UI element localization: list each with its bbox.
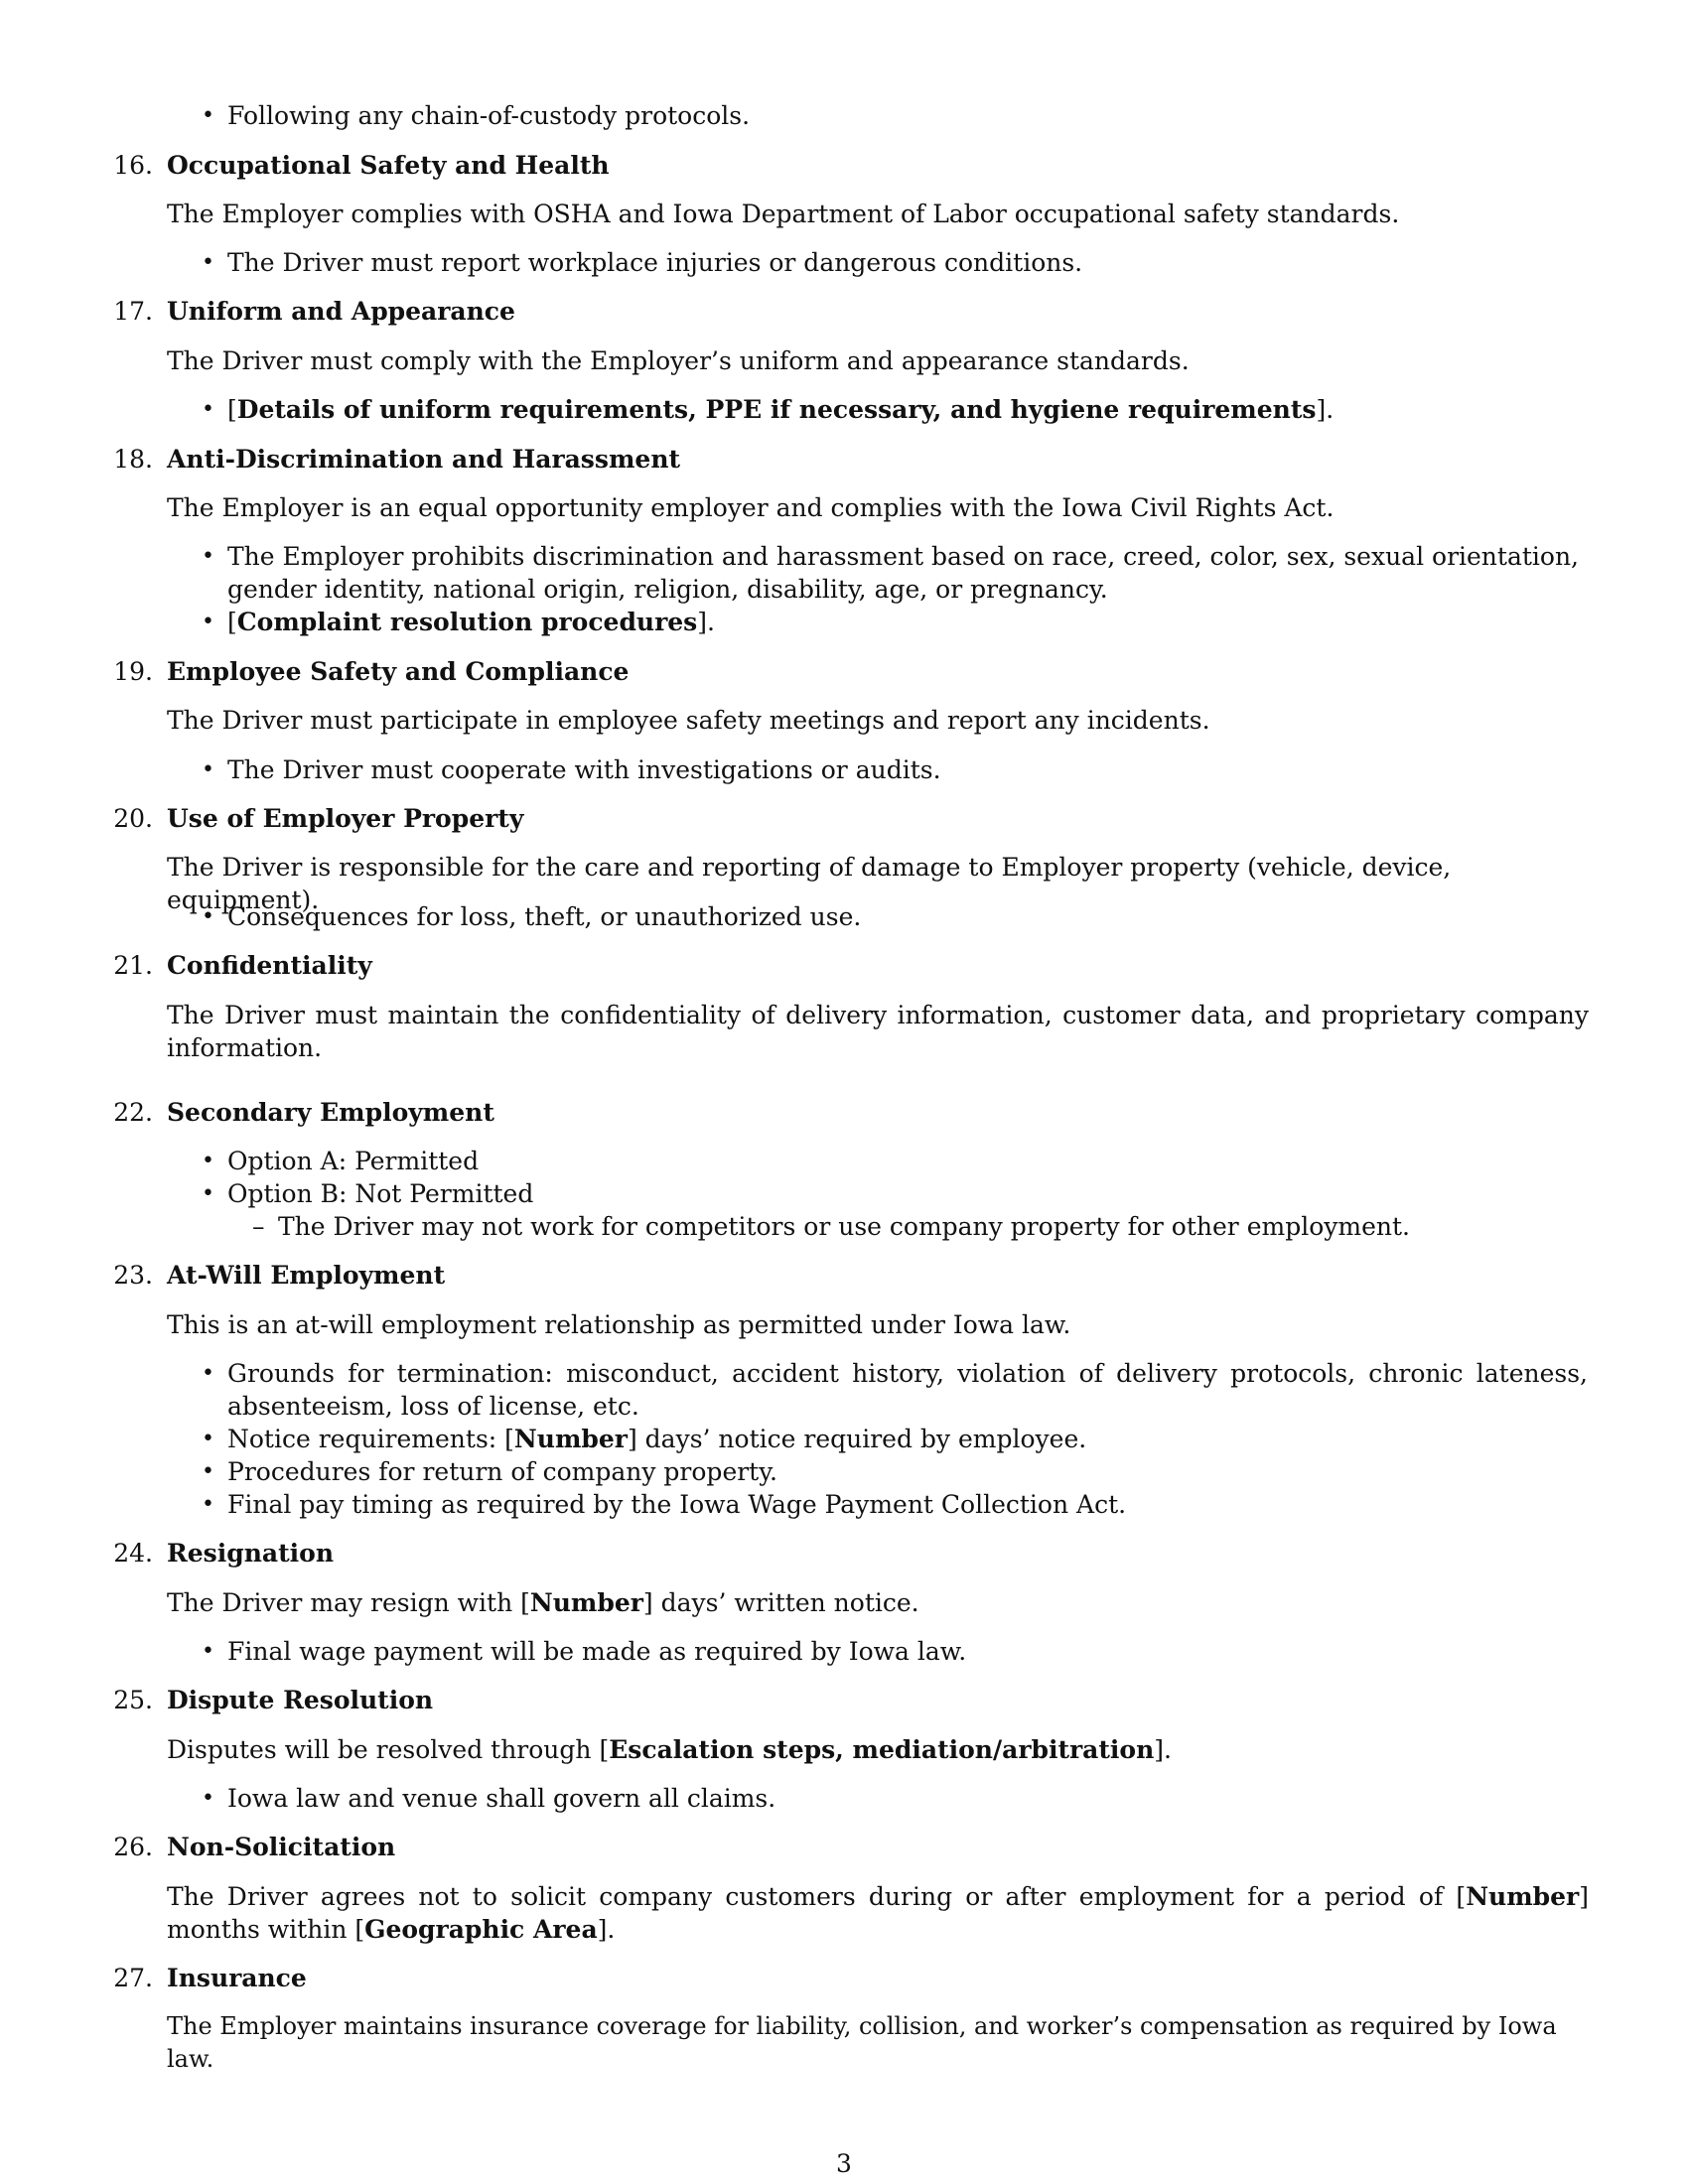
section-number: 23. <box>113 1261 153 1290</box>
section-heading: Occupational Safety and Health <box>167 151 610 180</box>
list-item: • Following any chain-of-custody protocols. <box>227 99 1588 132</box>
section-heading: At-Will Employment <box>167 1261 446 1290</box>
section-number: 18. <box>113 445 153 474</box>
section-heading: Insurance <box>167 1964 307 1992</box>
list-item: • The Employer prohibits discrimination and harassment based on race, creed, color, sex, sexual orientation, gender identity, national origin, religion, disability, age, or pregnancy. <box>227 540 1588 606</box>
section-heading: Non-Solicitation <box>167 1833 396 1861</box>
list-item: • Option A: Permitted <box>227 1145 1588 1177</box>
placeholder-text: Geographic Area <box>364 1915 598 1944</box>
section-paragraph: The Driver must comply with the Employer’s uniform and appearance standards. <box>167 346 1190 375</box>
section-heading: Employee Safety and Compliance <box>167 657 630 686</box>
section-number: 24. <box>113 1539 153 1568</box>
section-number: 21. <box>113 951 153 980</box>
sub-list-item: – The Driver may not work for competitors or use company property for other employment. <box>278 1210 1410 1243</box>
section-number: 20. <box>113 804 153 833</box>
section-number: 22. <box>113 1098 153 1127</box>
section-heading: Dispute Resolution <box>167 1686 434 1714</box>
section-number: 16. <box>113 151 153 180</box>
section-number: 17. <box>113 297 153 326</box>
placeholder-text: Escalation steps, mediation/arbitration <box>609 1735 1155 1764</box>
section-heading: Confidentiality <box>167 951 372 980</box>
placeholder-text: Number <box>513 1425 628 1453</box>
list-item: • Iowa law and venue shall govern all claims. <box>227 1782 1588 1815</box>
section-number: 25. <box>113 1686 153 1714</box>
section-heading: Anti-Discrimination and Harassment <box>167 445 681 474</box>
list-item: • Final pay timing as required by the Iowa Wage Payment Collection Act. <box>227 1488 1588 1521</box>
section-paragraph: The Driver is responsible for the care and reporting of damage to Employer property (vehicle, device, equipment). <box>167 853 1452 914</box>
list-item: • Option B: Not Permitted <box>227 1177 1588 1210</box>
section-heading: Use of Employer Property <box>167 804 524 833</box>
list-item: • The Driver must report workplace injuries or dangerous conditions. <box>227 246 1588 279</box>
placeholder-text: Details of uniform requirements, PPE if necessary, and hygiene requirements <box>236 395 1317 424</box>
section-paragraph: The Employer complies with OSHA and Iowa Department of Labor occupational safety standards. <box>167 200 1400 228</box>
list-item: • The Driver must cooperate with investigations or audits. <box>227 753 1588 786</box>
section-heading: Resignation <box>167 1539 335 1568</box>
list-item: • Final wage payment will be made as required by Iowa law. <box>227 1635 1588 1668</box>
section-paragraph: The Driver must participate in employee safety meetings and report any incidents. <box>167 706 1210 735</box>
section-heading: Uniform and Appearance <box>167 297 515 326</box>
list-item: • [Details of uniform requirements, PPE if necessary, and hygiene requirements]. <box>227 393 1588 426</box>
list-item: • Procedures for return of company property. <box>227 1455 1588 1488</box>
section-paragraph: The Driver agrees not to solicit company customers during or after employment for a period of [Number] months within [Geographic Area]. <box>167 1882 1589 1944</box>
section-number: 27. <box>113 1964 153 1992</box>
section-paragraph: Disputes will be resolved through [Escalation steps, mediation/arbitration]. <box>167 1735 1172 1764</box>
placeholder-text: Number <box>529 1588 643 1617</box>
page-number: 3 <box>836 2149 852 2178</box>
section-paragraph: The Employer is an equal opportunity employer and complies with the Iowa Civil Rights Act. <box>167 493 1335 522</box>
section-paragraph: The Employer maintains insurance coverage for liability, collision, and worker’s compensation as required by Iowa law. <box>167 2012 1557 2073</box>
list-item: • Grounds for termination: misconduct, accident history, violation of delivery protocols, chronic lateness, absenteeism, loss of license, etc. <box>227 1357 1588 1423</box>
section-paragraph: The Driver may resign with [Number] days’ written notice. <box>167 1588 919 1617</box>
section-paragraph: This is an at-will employment relationship as permitted under Iowa law. <box>167 1310 1071 1339</box>
section-paragraph: The Driver must maintain the confidentiality of delivery information, customer data, and proprietary company information. <box>167 1001 1589 1062</box>
section-heading: Secondary Employment <box>167 1098 494 1127</box>
list-item: • Consequences for loss, theft, or unauthorized use. <box>227 900 1588 933</box>
list-item: • [Complaint resolution procedures]. <box>227 606 1588 638</box>
section-number: 26. <box>113 1833 153 1861</box>
list-item: • Notice requirements: [Number] days’ notice required by employee. <box>227 1423 1588 1455</box>
section-number: 19. <box>113 657 153 686</box>
placeholder-text: Complaint resolution procedures <box>236 608 698 636</box>
placeholder-text: Number <box>1466 1882 1580 1911</box>
